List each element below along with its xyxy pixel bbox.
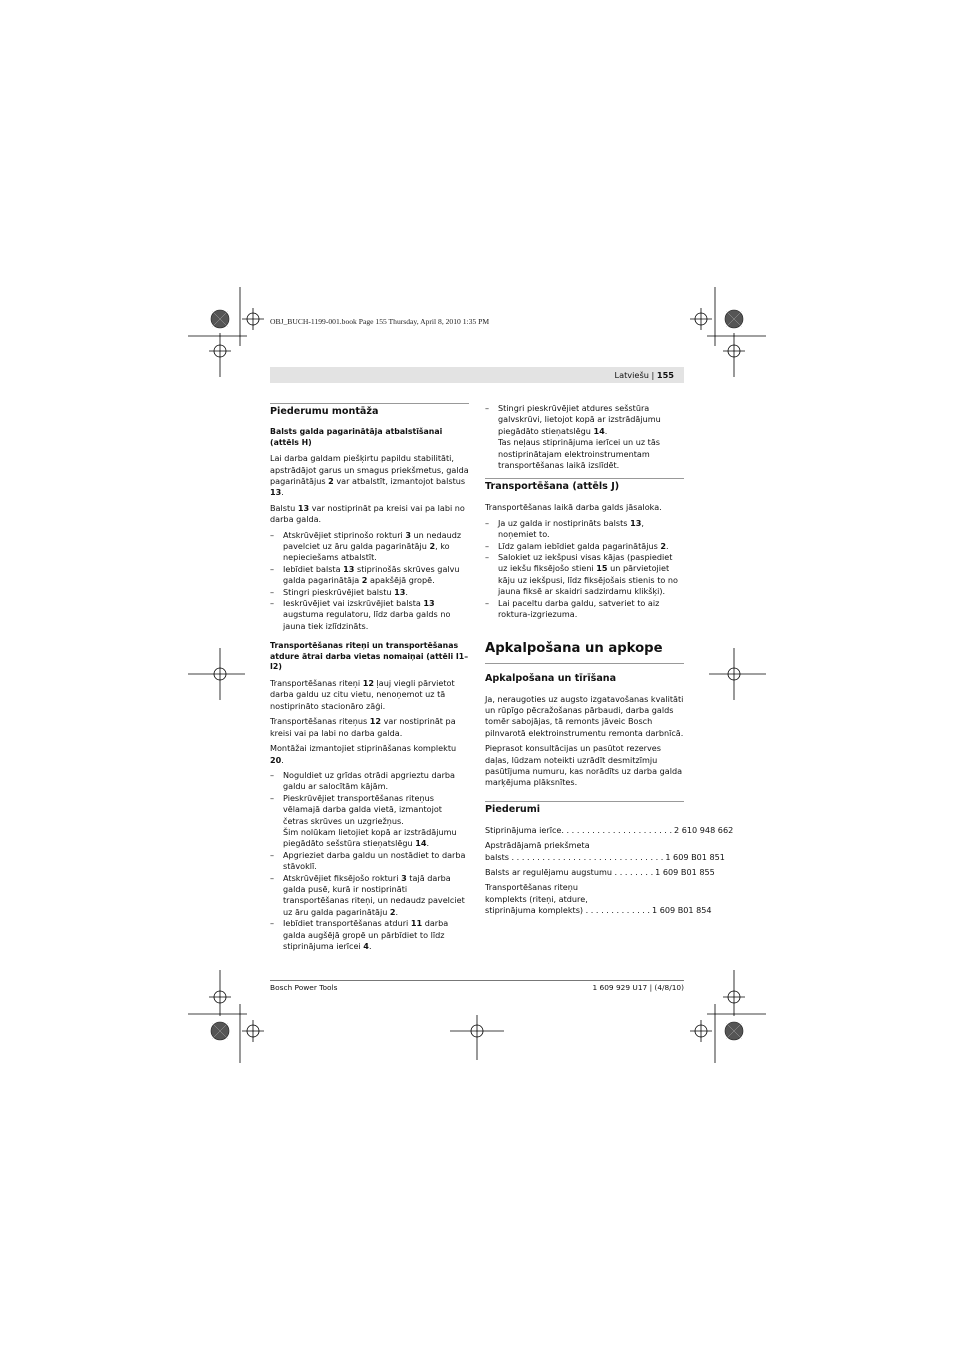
section-title: Apkalpošana un tīrīšana <box>485 672 617 684</box>
part-number: 15 <box>596 563 608 574</box>
header-language: Latviešu <box>614 370 649 380</box>
section-title: Transportēšana (attēls J) <box>485 478 684 493</box>
part-number: 13 <box>630 517 642 528</box>
accessory-part-number: 1 609 B01 855 <box>655 866 715 877</box>
accessories-list <box>485 824 734 917</box>
page-header <box>270 367 684 383</box>
part-number: 12 <box>369 716 382 727</box>
part-number: 14 <box>593 425 605 436</box>
part-number: 13 <box>297 502 310 513</box>
part-number: 2 <box>389 906 396 917</box>
part-number: 3 <box>405 529 411 540</box>
part-number: 13 <box>343 563 355 574</box>
list-item: – Iebīdiet balsta 13 stiprinošās skrūves galvu galda pagarinātāja 2 apakšējā gropē. <box>270 564 469 587</box>
part-number: 4 <box>363 941 369 951</box>
paragraph: Montāžai izmantojiet stiprināšanas komplektu 20. <box>270 743 457 765</box>
list-item: – Atskrūvējiet stiprinošo rokturi 3 un nedaudz pavelciet uz āru galda pagarinātāju 2, ko nepieciešams atbalstīt. <box>270 530 469 564</box>
right-column <box>485 403 734 921</box>
accessory-name: Balsts ar regulējamu augstumu . . . . . . . . <box>485 866 654 877</box>
paragraph: Transportēšanas riteņus 12 var nostiprināt pa kreisi vai pa labi no darba galda. <box>270 716 456 738</box>
header-separator: | <box>651 370 655 380</box>
accessory-part-number: 1 609 B01 851 <box>665 851 725 862</box>
subsection-heading: Balsts galda pagarinātāja atbalstīšanai (attēls H) <box>270 427 443 447</box>
print-slug: OBJ_BUCH-1199-001.book Page 155 Thursday, April 8, 2010 1:35 PM <box>270 317 490 326</box>
part-number: 12 <box>362 678 374 689</box>
part-number: 2 <box>328 476 334 486</box>
list-item: – Salokiet uz iekšpusi visas kājas (paspiediet uz iekšu fiksējošo stieni 15 un pārvietojiet kāju uz iekšpusi, līdz fiksējošais stienis to no jauna fiksē ar skaidri sadzirdamu klikšķi). <box>485 552 684 598</box>
accessory-entry <box>485 824 734 836</box>
footer-rule <box>270 980 684 981</box>
list-item: – Līdz galam iebīdiet galda pagarinātājus 2. <box>485 541 684 552</box>
accessory-name-line: Apstrādājamā priekšmeta <box>485 840 590 851</box>
section-title: Piederumu montāža <box>270 403 469 418</box>
paragraph: Lai darba galdam piešķirtu papildu stabilitāti, apstrādājot garus un smagus priekšmetus, galda pagarinātājus 2 var atbalstīt, izmantojot balstus 13. <box>270 453 469 498</box>
paragraph: Ja, neraugoties uz augsto izgatavošanas kvalitāti un rūpīgo pēcražošanas pārbaudi, darba galds tomēr sabojājas, tā remonts jāveic Bosch pilnvarotā elektroinstrumentu remonta darbnīcā. <box>485 693 684 738</box>
part-number: 2 <box>361 575 368 586</box>
list-item: – Ieskrūvējiet vai izskrūvējiet balsta 13 augstuma regulatoru, līdz darba galds no jauna tiek izlīdzināts. <box>270 598 469 632</box>
paragraph: Transportēšanas laikā darba galds jāsaloka. <box>485 502 662 513</box>
paragraph: Transportēšanas riteņi 12 ļauj viegli pārvietot darba galdu uz citu vietu, nenoņemot uz tā nostiprināto stacionāro zāģi. <box>270 678 455 711</box>
part-number: 20 <box>270 754 282 765</box>
list-item: – Atskrūvējiet fiksējošo rokturi 3 tajā darba galda pusē, kurā ir nostiprināti transportēšanas riteņi, un nedaudz pavelciet uz āru galda pagarinātāju 2. <box>270 873 469 919</box>
part-number: 3 <box>401 872 407 883</box>
accessory-name-line: Transportēšanas riteņu <box>485 882 579 893</box>
accessory-name: stiprinājuma komplekts) . . . . . . . . . . . . . <box>485 905 650 916</box>
chapter-title: Apkalpošana un apkope <box>485 641 684 664</box>
header-text <box>615 370 674 380</box>
left-column <box>270 403 469 957</box>
page-number: 155 <box>656 370 674 380</box>
part-number: 13 <box>270 487 282 498</box>
part-number: 13 <box>394 586 406 597</box>
instruction-list <box>270 770 469 953</box>
instruction-list <box>270 530 469 633</box>
accessory-name: Stiprinājuma ierīce. . . . . . . . . . . . . . . . . . . . . . <box>485 824 673 835</box>
accessory-entry <box>485 866 715 878</box>
instruction-list <box>485 518 684 621</box>
part-number: 2 <box>429 541 436 552</box>
accessory-name-line: komplekts (riteņi, atdure, <box>485 893 588 904</box>
footer-docnum: 1 609 929 U17 | (4/8/10) <box>592 983 684 992</box>
part-number: 13 <box>423 598 435 609</box>
part-number: 14 <box>415 838 427 849</box>
list-item: – Iebīdiet transportēšanas atduri 11 darba galda augšējā gropē un pārbīdiet to līdz stiprinājuma ierīcei 4. <box>270 918 469 952</box>
list-item: – Stingri pieskrūvējiet atdures sešstūra galvskrūvi, lietojot kopā ar izstrādājumu piegādāto stieņatslēgu 14. Tas neļaus stiprinājuma ierīcei un uz tās nostiprinātajam elektroinstrumentam transportēšanas laikā izslīdēt. <box>485 403 684 471</box>
instruction-list <box>485 403 684 471</box>
accessory-part-number: 1 609 B01 854 <box>651 905 712 916</box>
list-item: – Noguldiet uz grīdas otrādi apgrieztu darba galdu ar salocītām kājām. <box>270 770 469 793</box>
subsection-heading: Transportēšanas riteņi un transportēšanas atdure ātrai darba vietas nomaiņai (attēli I1–I2) <box>270 641 469 672</box>
accessory-entry <box>485 840 725 863</box>
section-title: Piederumi <box>485 801 684 816</box>
list-item: – Pieskrūvējiet transportēšanas riteņus vēlamajā darba galda vietā, izmantojot četras skrūves un uzgriežņus. Šim nolūkam lietojiet kopā ar izstrādājumu piegādāto sešstūra stieņatslēgu 14. <box>270 793 469 850</box>
accessory-part-number: 2 610 948 662 <box>674 824 734 835</box>
list-item: – Lai paceltu darba galdu, satveriet to aiz roktura-izgriezuma. <box>485 598 684 621</box>
part-number: 2 <box>660 540 667 551</box>
list-item: – Stingri pieskrūvējiet balstu 13. <box>270 587 469 598</box>
paragraph: Balstu 13 var nostiprināt pa kreisi vai pa labi no darba galda. <box>270 502 465 525</box>
accessory-entry <box>485 882 712 916</box>
paragraph: Pieprasot konsultācijas un pasūtot rezerves daļas, lūdzam noteikti uzrādīt desmitzīmju pasūtījuma numuru, kas norādīts uz darba galda marķējuma plāksnītes. <box>485 743 683 788</box>
part-number: 11 <box>410 918 423 929</box>
accessory-name: balsts . . . . . . . . . . . . . . . . . . . . . . . . . . . . . . <box>485 851 664 862</box>
list-item: – Ja uz galda ir nostiprināts balsts 13, noņemiet to. <box>485 518 684 541</box>
footer-brand: Bosch Power Tools <box>270 983 338 992</box>
list-item: – Apgrieziet darba galdu un nostādiet to darba stāvoklī. <box>270 850 469 873</box>
